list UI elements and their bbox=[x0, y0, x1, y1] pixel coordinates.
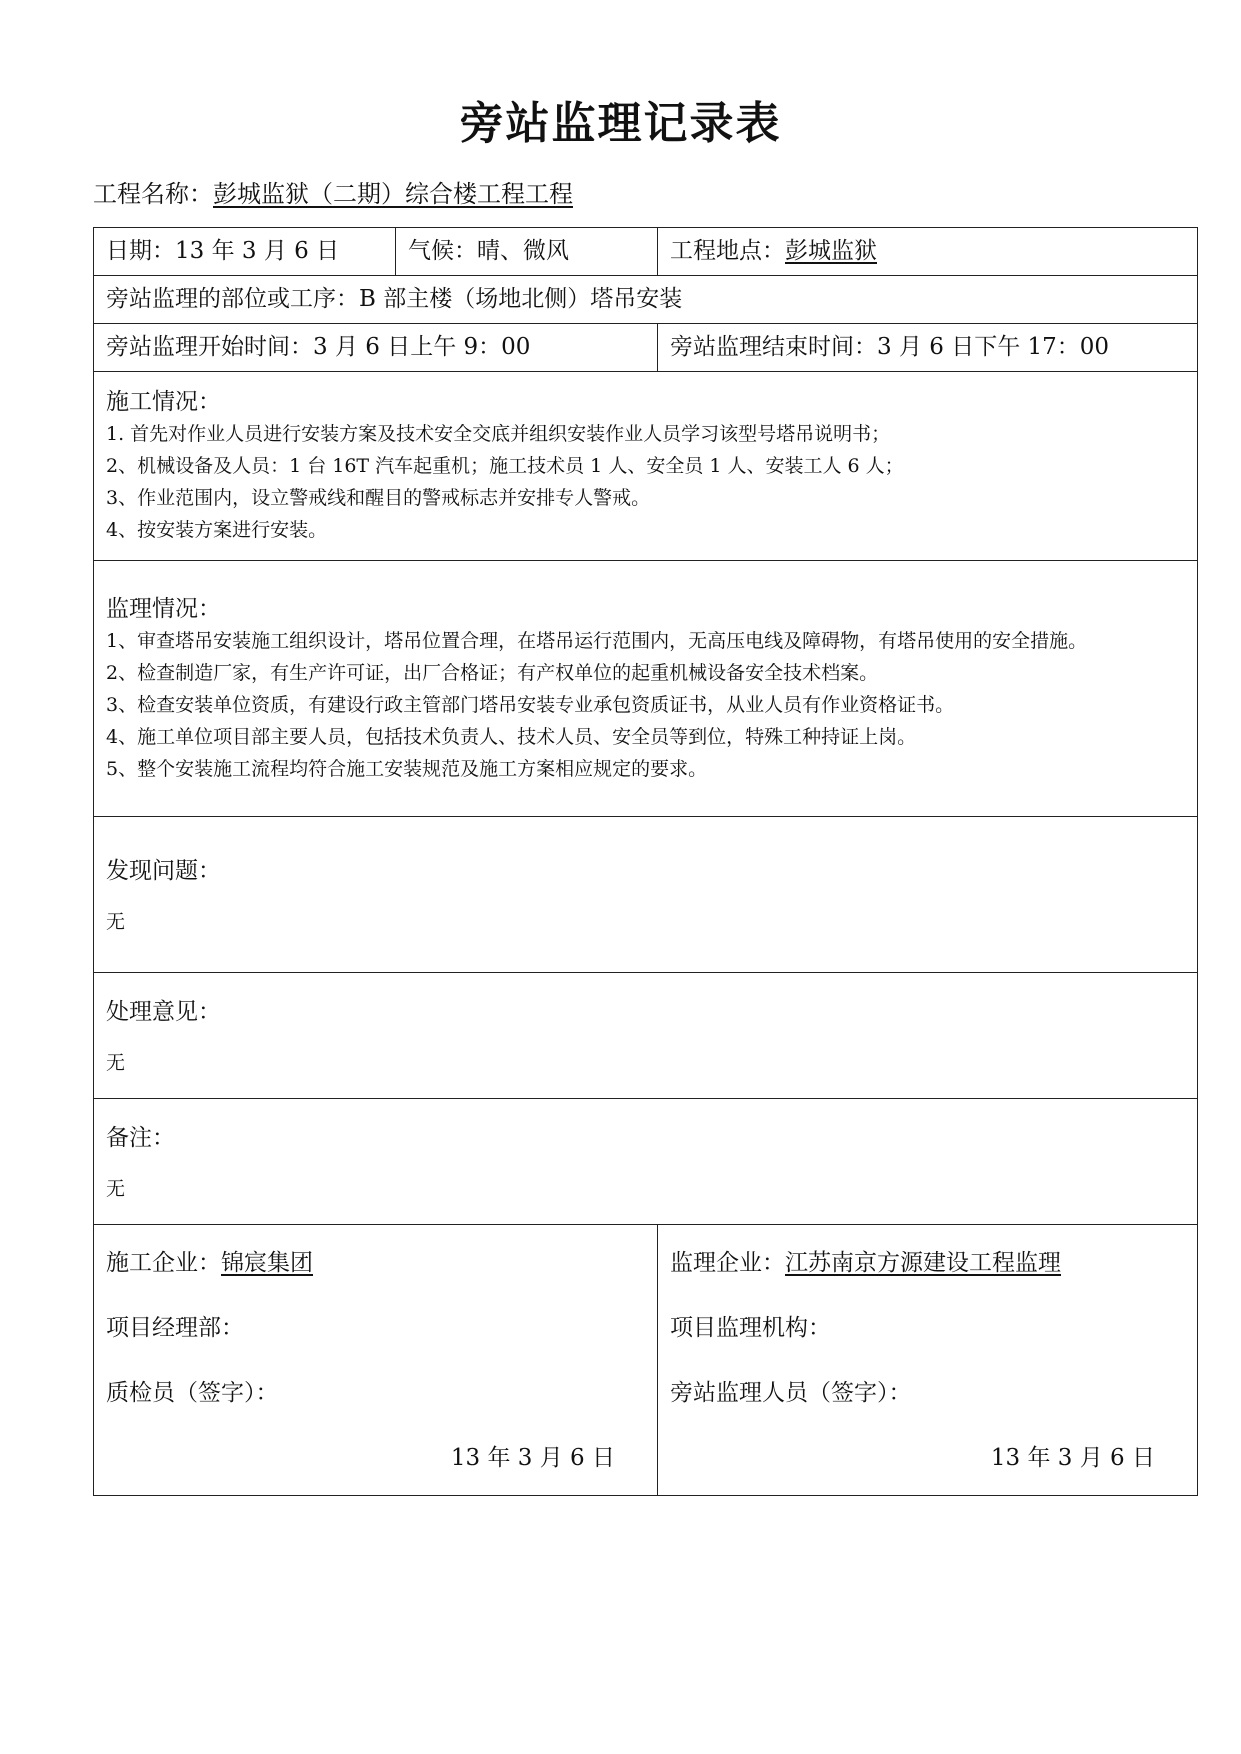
handling-label: 处理意见： bbox=[106, 999, 221, 1026]
supervised-part-cell: 旁站监理的部位或工序：B 部主楼（场地北侧）塔吊安装 bbox=[94, 276, 1198, 324]
part-row bbox=[94, 276, 1198, 324]
problems-label: 发现问题： bbox=[106, 858, 221, 885]
supervisor-company bbox=[670, 1247, 1185, 1312]
record-form-table bbox=[93, 227, 1198, 1496]
date-cell: 日期：13 年 3 月 6 日 bbox=[94, 228, 396, 276]
project-name-value: 彭城监狱（二期）综合楼工程工程 bbox=[213, 180, 573, 208]
start-time-cell: 旁站监理开始时间：3 月 6 日上午 9：00 bbox=[94, 324, 658, 372]
header-row bbox=[94, 228, 1198, 276]
contractor-company-value: 锦宸集团 bbox=[221, 1249, 313, 1276]
document-title: 旁站监理记录表 bbox=[459, 98, 782, 149]
supervision-item: 4、施工单位项目部主要人员，包括技术负责人、技术人员、安全员等到位，特殊工种持证上岗。 bbox=[106, 725, 917, 748]
problems-section bbox=[94, 817, 1198, 973]
supervision-item: 2、检查制造厂家，有生产许可证，出厂合格证；有产权单位的起重机械设备安全技术档案。 bbox=[106, 661, 879, 684]
supervisor-signature-section bbox=[658, 1225, 1198, 1496]
construction-section bbox=[94, 372, 1198, 561]
location-cell bbox=[658, 228, 1198, 276]
handling-section bbox=[94, 973, 1198, 1099]
supervision-item: 3、检查安装单位资质，有建设行政主管部门塔吊安装专业承包资质证书，从业人员有作业资格证书。 bbox=[106, 693, 955, 716]
supervision-section bbox=[94, 561, 1198, 817]
remarks-row bbox=[94, 1099, 1198, 1225]
location-label: 工程地点： bbox=[670, 237, 785, 264]
problems-row bbox=[94, 817, 1198, 973]
contractor-company bbox=[106, 1247, 645, 1312]
supervisor-company-label: 监理企业： bbox=[670, 1249, 785, 1276]
construction-item: 1. 首先对作业人员进行安装方案及技术安全交底并组织安装作业人员学习该型号塔吊说明书； bbox=[106, 423, 891, 445]
construction-item: 3、作业范围内，设立警戒线和醒目的警戒标志并安排专人警戒。 bbox=[106, 487, 651, 509]
remarks-value: 无 bbox=[106, 1178, 126, 1201]
construction-row bbox=[94, 372, 1198, 561]
supervisor-company-value: 江苏南京方源建设工程监理 bbox=[785, 1249, 1061, 1276]
construction-label: 施工情况： bbox=[106, 389, 221, 415]
supervision-item: 1、审查塔吊安装施工组织设计，塔吊位置合理，在塔吊运行范围内，无高压电线及障碍物，有塔吊使用的安全措施。 bbox=[106, 629, 1088, 652]
time-row bbox=[94, 324, 1198, 372]
remarks-section bbox=[94, 1099, 1198, 1225]
supervisor-signer: 旁站监理人员（签字）： bbox=[670, 1379, 912, 1406]
problems-value: 无 bbox=[106, 911, 126, 934]
location-value: 彭城监狱 bbox=[785, 237, 877, 264]
supervision-row bbox=[94, 561, 1198, 817]
handling-row bbox=[94, 973, 1198, 1099]
contractor-signature-section bbox=[94, 1225, 658, 1496]
project-name-label: 工程名称： bbox=[93, 180, 213, 208]
contractor-dept: 项目经理部： bbox=[106, 1314, 244, 1341]
end-time-cell: 旁站监理结束时间：3 月 6 日下午 17：00 bbox=[658, 324, 1198, 372]
signature-row bbox=[94, 1225, 1198, 1496]
contractor-company-label: 施工企业： bbox=[106, 1249, 221, 1276]
remarks-label: 备注： bbox=[106, 1125, 175, 1152]
construction-item: 2、机械设备及人员：1 台 16T 汽车起重机；施工技术员 1 人、安全员 1 人、安装工人 6 人； bbox=[106, 455, 904, 477]
weather-cell: 气候：晴、微风 bbox=[396, 228, 658, 276]
supervision-item: 5、整个安装施工流程均符合施工安装规范及施工方案相应规定的要求。 bbox=[106, 757, 708, 780]
construction-item: 4、按安装方案进行安装。 bbox=[106, 519, 328, 541]
project-name-line bbox=[93, 180, 573, 209]
supervisor-date: 13 年 3 月 6 日 bbox=[990, 1444, 1155, 1471]
supervisor-dept: 项目监理机构： bbox=[670, 1314, 831, 1341]
contractor-signer: 质检员（签字）： bbox=[106, 1379, 279, 1406]
contractor-date: 13 年 3 月 6 日 bbox=[450, 1444, 615, 1471]
supervision-label: 监理情况： bbox=[106, 595, 221, 622]
handling-value: 无 bbox=[106, 1052, 126, 1075]
